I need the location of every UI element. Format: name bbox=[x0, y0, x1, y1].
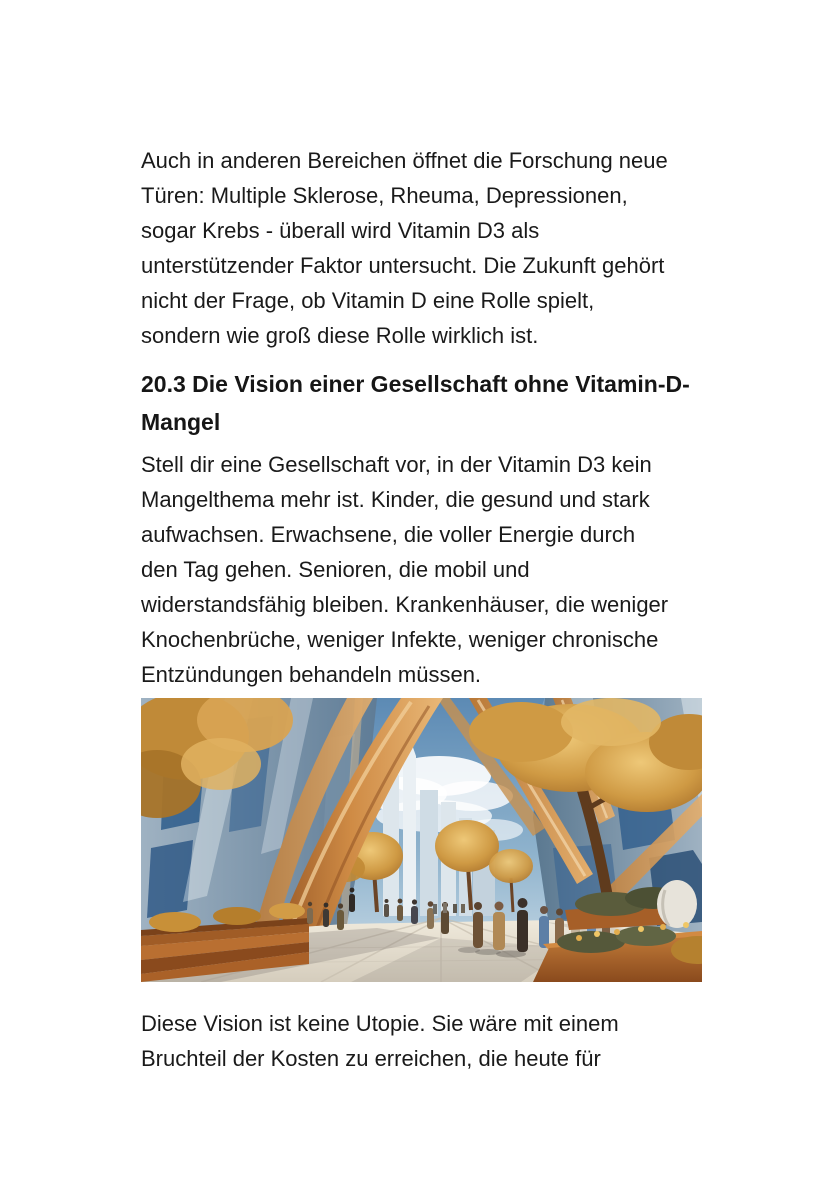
text-line: aufwachsen. Erwachsene, die voller Energie durch bbox=[141, 522, 636, 547]
text-line: Knochenbrüche, weniger Infekte, weniger chronische bbox=[141, 627, 659, 652]
heading-line: 20.3 Die Vision einer Gesellschaft ohne Vitamin-D- bbox=[141, 371, 690, 397]
text-line: nicht der Frage, ob Vitamin D eine Rolle spielt, bbox=[141, 288, 595, 313]
section-heading bbox=[141, 365, 703, 441]
text-line: Mangelthema mehr ist. Kinder, die gesund und stark bbox=[141, 487, 650, 512]
text-line: widerstandsfähig bleiben. Krankenhäuser, die weniger bbox=[141, 592, 669, 617]
heading-line: Mangel bbox=[141, 409, 221, 435]
city-vision-illustration bbox=[141, 698, 702, 982]
paragraph-vision bbox=[141, 447, 703, 692]
text-line: Bruchteil der Kosten zu erreichen, die heute für bbox=[141, 1046, 601, 1071]
text-line: sondern wie groß diese Rolle wirklich ist. bbox=[141, 323, 539, 348]
text-line: den Tag gehen. Senioren, die mobil und bbox=[141, 557, 530, 582]
page-content bbox=[141, 143, 703, 1076]
text-line: Diese Vision ist keine Utopie. Sie wäre mit einem bbox=[141, 1011, 619, 1036]
text-line: Stell dir eine Gesellschaft vor, in der Vitamin D3 kein bbox=[141, 452, 652, 477]
paragraph-research-outlook bbox=[141, 143, 703, 353]
text-line: unterstützender Faktor untersucht. Die Zukunft gehört bbox=[141, 253, 665, 278]
text-line: sogar Krebs - überall wird Vitamin D3 als bbox=[141, 218, 540, 243]
text-line: Entzündungen behandeln müssen. bbox=[141, 662, 482, 687]
text-line: Auch in anderen Bereichen öffnet die Forschung neue bbox=[141, 148, 668, 173]
paragraph-costs bbox=[141, 1006, 703, 1076]
text-line: Türen: Multiple Sklerose, Rheuma, Depressionen, bbox=[141, 183, 628, 208]
